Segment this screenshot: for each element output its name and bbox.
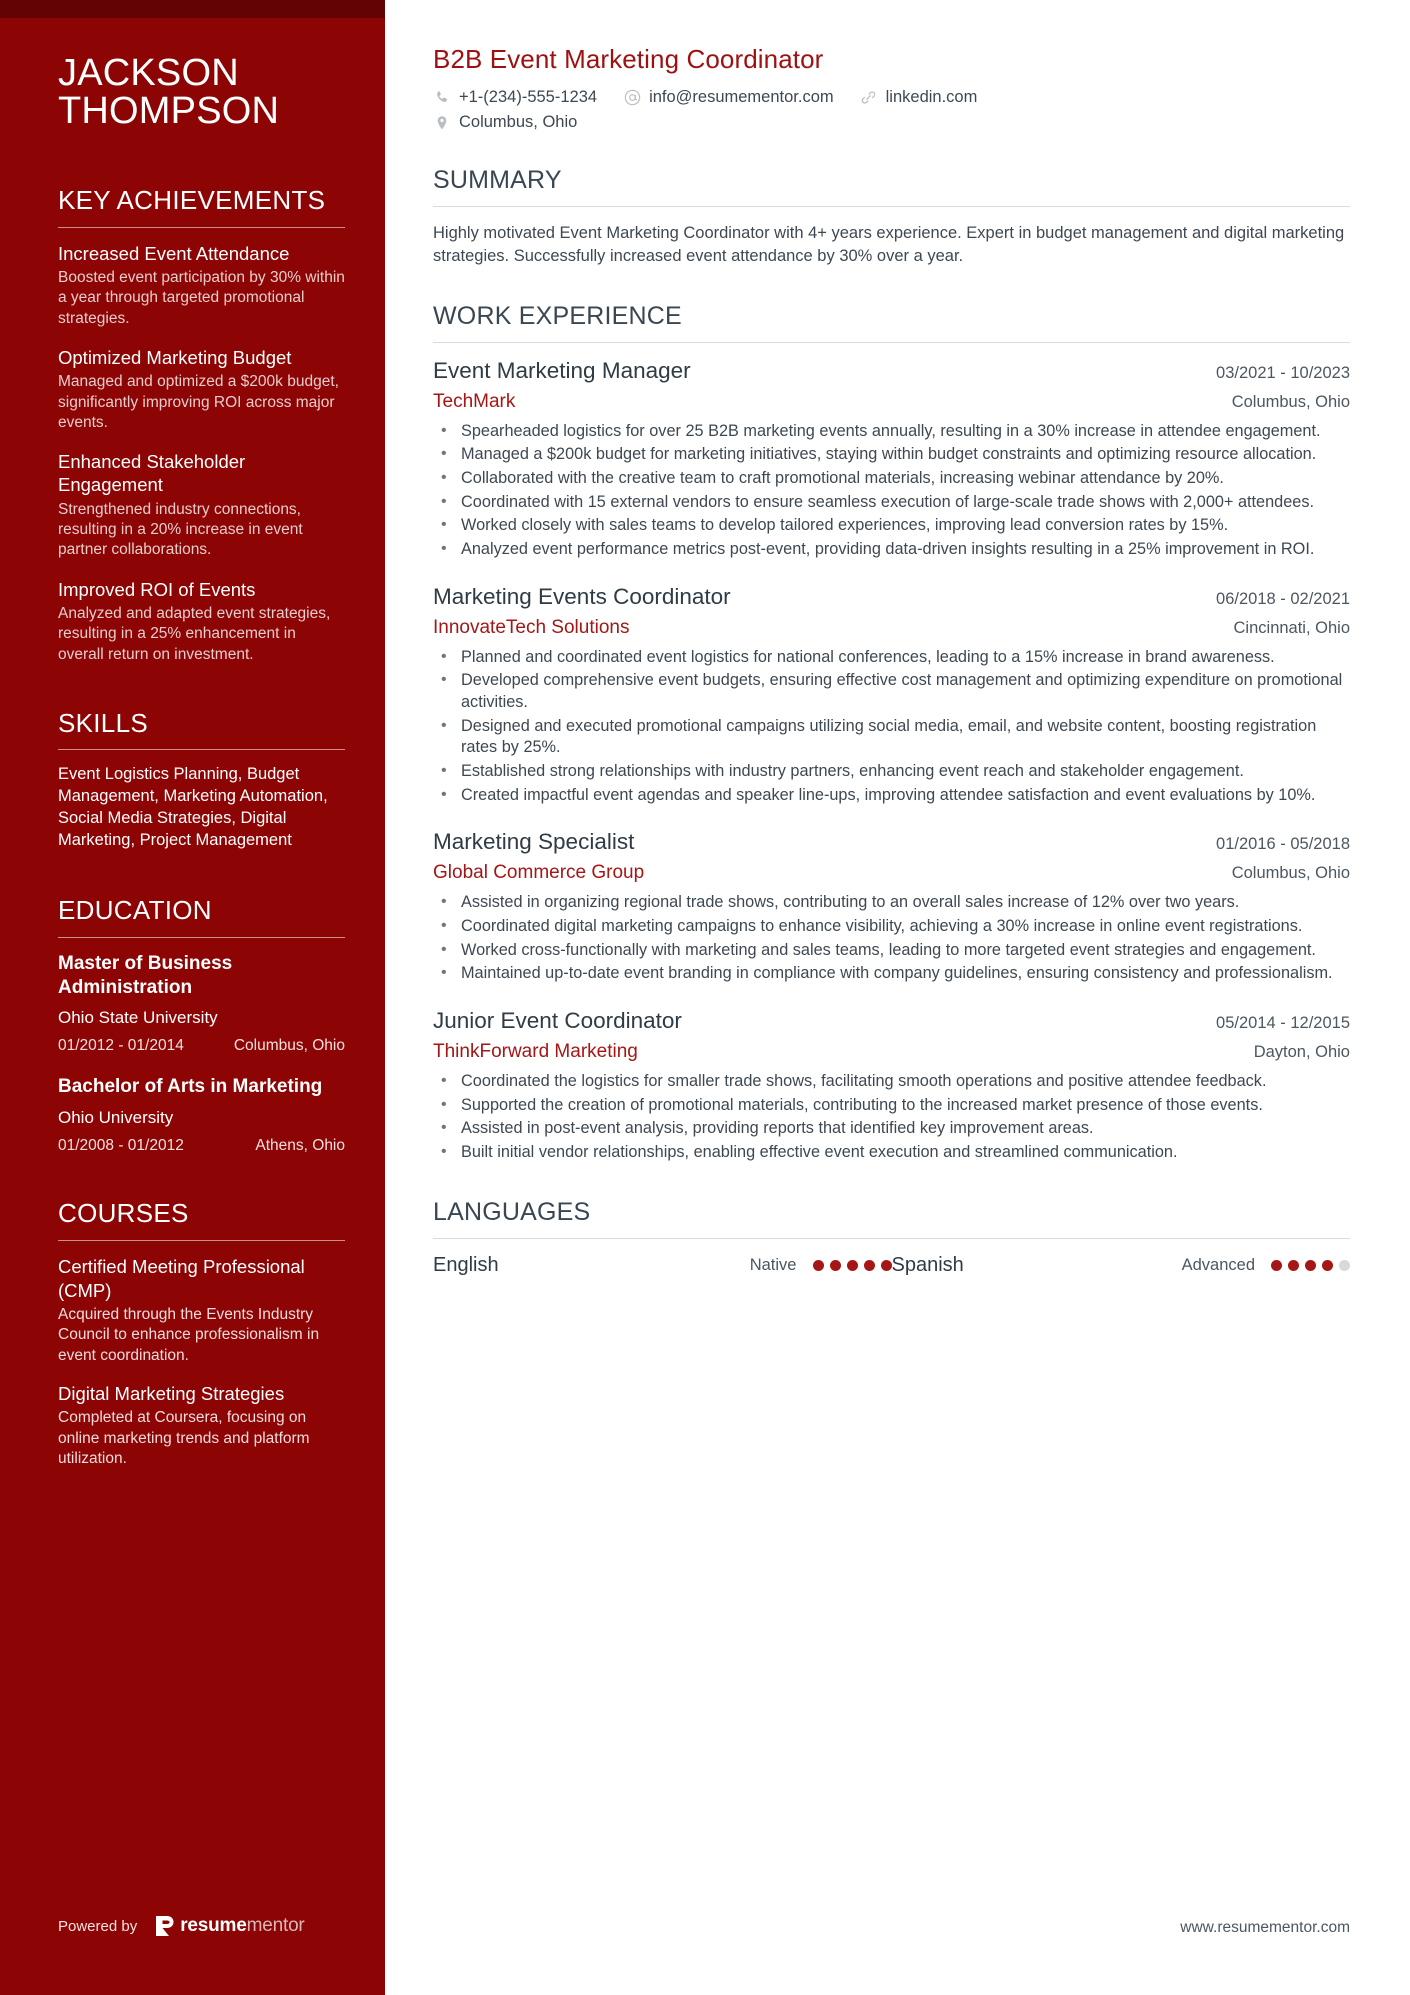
achievement-title: Improved ROI of Events xyxy=(58,578,256,600)
language-item-spanish xyxy=(892,1254,1351,1277)
job-dates: 01/2016 - 05/2018 xyxy=(1216,835,1350,854)
job-bullets xyxy=(433,421,1350,561)
job-subheader xyxy=(433,391,1350,413)
job-dates: 03/2021 - 10/2023 xyxy=(1216,363,1350,382)
education-dates: 01/2008 - 01/2012 xyxy=(58,1137,184,1155)
job-bullet: • Supported the creation of promotional materials, contributing to the increased market presence of those events. xyxy=(433,1095,1350,1117)
sidebar xyxy=(0,0,385,1995)
logo-word-bold: resume xyxy=(180,1915,247,1936)
job-entry xyxy=(433,584,1350,807)
job-header xyxy=(433,358,1350,384)
job-bullet: • Managed a $200k budget for marketing initiatives, staying within budget constraints and optimizing resource allocation. xyxy=(433,444,1350,466)
job-location: Dayton, Ohio xyxy=(1253,1042,1350,1061)
divider xyxy=(433,206,1350,207)
course-item xyxy=(58,1382,345,1469)
section-languages xyxy=(433,1198,1350,1277)
skills-heading: SKILLS xyxy=(58,707,148,738)
achievement-title: Increased Event Attendance xyxy=(58,242,290,264)
divider xyxy=(58,749,345,750)
achievement-description: Analyzed and adapted event strategies, resulting in a 25% enhancement in overall return on investment. xyxy=(58,605,331,663)
achievement-item xyxy=(58,450,345,561)
job-company: ThinkForward Marketing xyxy=(433,1040,638,1062)
education-degree: Master of Business Administration xyxy=(58,952,233,998)
job-header xyxy=(433,829,1350,855)
rating-dot xyxy=(813,1260,824,1271)
powered-by-label: Powered by xyxy=(58,1917,138,1935)
job-bullet: • Spearheaded logistics for over 25 B2B marketing events annually, resulting in a 30% increase in attendee engagement. xyxy=(433,421,1350,443)
job-bullets xyxy=(433,892,1350,985)
job-company: TechMark xyxy=(433,390,516,412)
language-name: English xyxy=(433,1253,499,1276)
job-location: Cincinnati, Ohio xyxy=(1233,618,1350,637)
job-bullet: • Coordinated with 15 external vendors to ensure seamless execution of large-scale trade shows with 2,000+ attendees. xyxy=(433,492,1350,514)
language-level: Native xyxy=(749,1255,797,1274)
job-bullet: • Worked closely with sales teams to develop tailored experiences, improving lead conversion rates by 15%. xyxy=(433,515,1350,537)
education-degree: Bachelor of Arts in Marketing xyxy=(58,1076,323,1098)
job-location: Columbus, Ohio xyxy=(1231,864,1350,883)
course-title: Digital Marketing Strategies xyxy=(58,1382,285,1404)
achievement-description: Boosted event participation by 30% within a year through targeted promotional strategies. xyxy=(58,269,345,327)
phone-icon xyxy=(433,89,451,107)
contact-phone[interactable] xyxy=(433,88,597,107)
summary-text: Highly motivated Event Marketing Coordinator with 4+ years experience. Expert in budget management and digital marketing strategies. Successfully increased event attendance by 30% over a year. xyxy=(433,224,1345,265)
job-title: Event Marketing Manager xyxy=(433,357,691,383)
education-school: Ohio University xyxy=(58,1108,174,1128)
resumementor-logo xyxy=(155,1915,304,1937)
course-item xyxy=(58,1255,345,1366)
education-item xyxy=(58,1075,345,1155)
job-title: Junior Event Coordinator xyxy=(433,1007,682,1033)
section-summary xyxy=(433,166,1350,268)
job-bullet: • Worked cross-functionally with marketing and sales teams, leading to more targeted event strategies and engagement. xyxy=(433,940,1350,962)
divider xyxy=(433,342,1350,343)
job-bullet: • Assisted in post-event analysis, providing reports that identified key improvement areas. xyxy=(433,1118,1350,1140)
education-location: Columbus, Ohio xyxy=(233,1037,345,1055)
section-work-experience xyxy=(433,302,1350,1164)
rating-dot xyxy=(830,1260,841,1271)
logo-word-light: mentor xyxy=(246,1915,305,1936)
job-dates: 05/2014 - 12/2015 xyxy=(1216,1013,1350,1032)
contact-email[interactable] xyxy=(623,88,834,107)
education-meta xyxy=(58,1137,345,1155)
job-subheader xyxy=(433,862,1350,884)
contact-phone-text: +1-(234)-555-1234 xyxy=(459,88,598,106)
job-company: Global Commerce Group xyxy=(433,862,645,884)
powered-by xyxy=(58,1915,305,1937)
achievement-title: Enhanced Stakeholder Engagement xyxy=(58,450,246,496)
job-subheader xyxy=(433,617,1350,639)
languages-heading: LANGUAGES xyxy=(433,1197,591,1226)
job-bullet: • Assisted in organizing regional trade shows, contributing to an overall sales increase of 12% over two years. xyxy=(433,892,1350,914)
job-bullet: • Built initial vendor relationships, enabling effective event execution and streamlined communication. xyxy=(433,1142,1350,1164)
job-bullet: • Coordinated the logistics for smaller trade shows, facilitating smooth operations and positive attendee feedback. xyxy=(433,1071,1350,1093)
key-achievements-heading: KEY ACHIEVEMENTS xyxy=(58,185,326,215)
education-item xyxy=(58,952,345,1056)
job-bullet: • Created impactful event agendas and speaker line-ups, improving attendee satisfaction and event evaluations by 10%. xyxy=(433,785,1350,807)
job-entry xyxy=(433,358,1350,561)
email-icon xyxy=(623,89,641,107)
sidebar-top-accent-bar xyxy=(0,0,385,18)
work-experience-heading: WORK EXPERIENCE xyxy=(433,301,682,330)
rating-dot xyxy=(1339,1260,1350,1271)
location-pin-icon xyxy=(433,114,451,132)
job-bullet: • Collaborated with the creative team to craft promotional materials, increasing webinar attendance by 20%. xyxy=(433,468,1350,490)
contact-row-primary xyxy=(433,88,1350,107)
skills-list: Event Logistics Planning, Budget Management, Marketing Automation, Social Media Strategies, Digital Marketing, Project Management xyxy=(58,765,328,850)
contact-email-text: info@resumementor.com xyxy=(649,88,834,106)
section-education xyxy=(58,896,345,1155)
job-entry xyxy=(433,1008,1350,1164)
job-bullets xyxy=(433,647,1350,807)
education-location: Athens, Ohio xyxy=(255,1137,345,1155)
job-entry xyxy=(433,829,1350,985)
courses-heading: COURSES xyxy=(58,1198,189,1229)
job-title: Marketing Specialist xyxy=(433,829,635,855)
section-skills xyxy=(58,709,345,852)
job-bullet: • Established strong relationships with industry partners, enhancing event reach and stakeholder engagement. xyxy=(433,761,1350,783)
contact-info xyxy=(433,88,1350,132)
course-title: Certified Meeting Professional (CMP) xyxy=(58,1255,305,1301)
job-bullet: • Planned and coordinated event logistics for national conferences, leading to a 15% increase in brand awareness. xyxy=(433,647,1350,669)
job-bullet: • Maintained up-to-date event branding in compliance with company guidelines, ensuring consistency and professionalism. xyxy=(433,963,1350,985)
divider xyxy=(58,227,345,228)
rating-dot xyxy=(881,1260,892,1271)
candidate-last-name: THOMPSON xyxy=(58,90,280,132)
education-meta xyxy=(58,1037,345,1055)
language-rating-dots xyxy=(1271,1260,1350,1271)
section-key-achievements xyxy=(58,186,345,665)
achievement-item xyxy=(58,578,345,665)
resumementor-wordmark xyxy=(180,1915,304,1937)
link-icon xyxy=(860,89,878,107)
language-item-english xyxy=(433,1254,892,1277)
achievement-description: Managed and optimized a $200k budget, significantly improving ROI across major events. xyxy=(58,373,339,431)
job-company: InnovateTech Solutions xyxy=(433,616,630,638)
job-bullets xyxy=(433,1071,1350,1164)
achievement-item xyxy=(58,346,345,433)
rating-dot xyxy=(1288,1260,1299,1271)
language-rating-dots xyxy=(813,1260,892,1271)
job-bullet: • Designed and executed promotional campaigns utilizing social media, email, and website content, boosting registration rates by 25%. xyxy=(433,716,1350,759)
job-header xyxy=(433,1008,1350,1034)
education-heading: EDUCATION xyxy=(58,894,212,925)
job-title: Marketing Events Coordinator xyxy=(433,583,731,609)
candidate-name xyxy=(58,54,345,130)
job-dates: 06/2018 - 02/2021 xyxy=(1216,589,1350,608)
achievement-description: Strengthened industry connections, resulting in a 20% increase in event partner collaborations. xyxy=(58,501,303,559)
section-courses xyxy=(58,1199,345,1468)
main-content xyxy=(385,0,1410,1995)
job-header xyxy=(433,584,1350,610)
job-bullet: • Coordinated digital marketing campaigns to enhance visibility, achieving a 30% increase in online event registrations. xyxy=(433,916,1350,938)
divider xyxy=(58,1240,345,1241)
job-subheader xyxy=(433,1041,1350,1063)
rating-dot xyxy=(847,1260,858,1271)
achievement-item xyxy=(58,242,345,329)
achievement-title: Optimized Marketing Budget xyxy=(58,346,292,368)
divider xyxy=(58,937,345,938)
candidate-first-name: JACKSON xyxy=(58,52,239,94)
rating-dot xyxy=(1322,1260,1333,1271)
rating-dot xyxy=(864,1260,875,1271)
job-bullet: • Analyzed event performance metrics post-event, providing data-driven insights resulting in a 25% improvement in ROI. xyxy=(433,539,1350,561)
contact-location xyxy=(433,113,577,132)
divider xyxy=(433,1238,1350,1239)
education-school: Ohio State University xyxy=(58,1008,218,1028)
site-url: www.resumementor.com xyxy=(1180,1919,1350,1936)
languages-list xyxy=(433,1254,1350,1277)
resumementor-mark-icon xyxy=(155,1915,174,1937)
contact-location-text: Columbus, Ohio xyxy=(459,113,578,131)
contact-linkedin[interactable] xyxy=(860,88,978,107)
contact-row-secondary xyxy=(433,113,1350,132)
summary-heading: SUMMARY xyxy=(433,166,562,194)
contact-linkedin-text: linkedin.com xyxy=(885,88,978,106)
role-title: B2B Event Marketing Coordinator xyxy=(433,44,824,74)
course-description: Completed at Coursera, focusing on online marketing trends and platform utilization. xyxy=(58,1409,310,1467)
education-dates: 01/2012 - 01/2014 xyxy=(58,1037,184,1055)
rating-dot xyxy=(1305,1260,1316,1271)
job-location: Columbus, Ohio xyxy=(1231,392,1350,411)
language-level: Advanced xyxy=(1181,1255,1255,1274)
course-description: Acquired through the Events Industry Council to enhance professionalism in event coordination. xyxy=(58,1306,320,1364)
language-name: Spanish xyxy=(891,1253,964,1276)
rating-dot xyxy=(1271,1260,1282,1271)
job-bullet: • Developed comprehensive event budgets, ensuring effective cost management and optimizing expenditure on promotional activities. xyxy=(433,670,1350,713)
